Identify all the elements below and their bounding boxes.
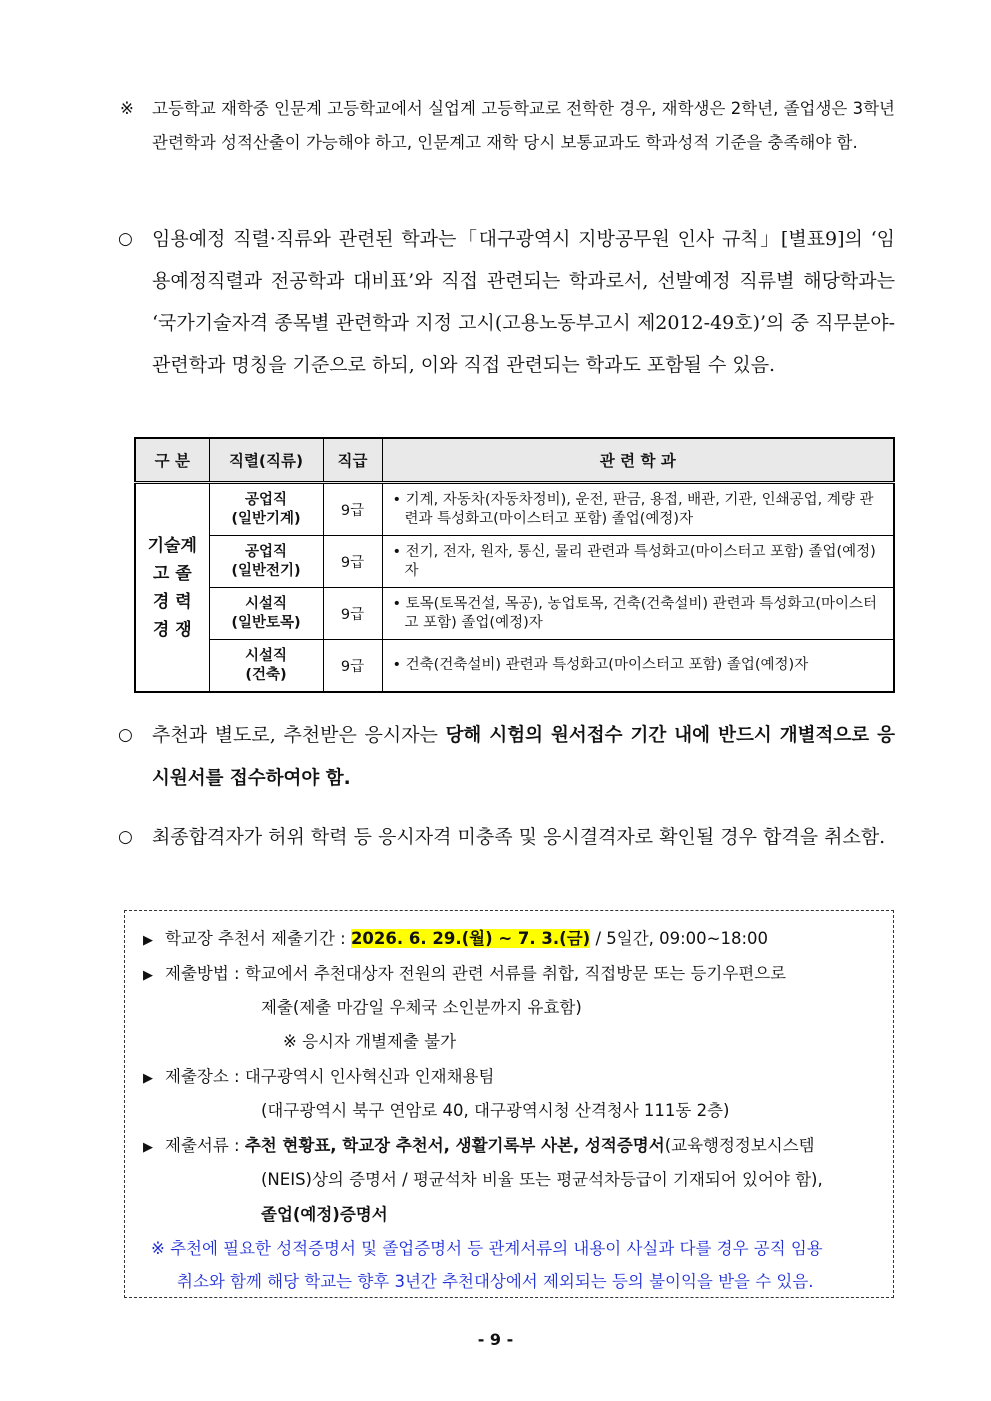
bullet-separate-application <box>118 714 895 800</box>
departments-table <box>134 437 895 693</box>
grade-cell: 9급 <box>323 483 382 536</box>
header-category: 구 분 <box>135 438 209 483</box>
circle-bullet-icon: ○ <box>118 229 133 249</box>
header-related-departments: 관 련 학 과 <box>382 438 894 483</box>
header-job-series: 직렬(직류) <box>209 438 323 483</box>
table-row <box>135 640 894 693</box>
grade-cell: 9급 <box>323 588 382 640</box>
bullet-bold-text: 당해 시험의 원서접수 기간 내에 반드시 개별적으로 응시원서를 접수하여야 함. <box>152 725 896 789</box>
grade-cell: 9급 <box>323 536 382 588</box>
department-cell: • 전기, 전자, 원자, 통신, 물리 관련과 특성화고(마이스터고 포함) 졸업(예정)자 <box>382 536 894 588</box>
submission-documents: ▶ 제출서류 : 추천 현황표, 학교장 추천서, 생활기록부 사본, 성적증명서(교육행정정보시스템 <box>143 1129 885 1165</box>
triangle-bullet-icon: ▶ <box>143 933 153 948</box>
category-cell: 기술계 고 졸 경 력 경 쟁 <box>135 483 209 693</box>
bullet-text: 임용예정 직렬·직류와 관련된 학과는「대구광역시 지방공무원 인사 규칙」[별표9]의 ‘임용예정직렬과 전공학과 대비표’와 직접 관련되는 학과로서, 선발예정 직류별 해당학과는 ‘국가기술자격 종목별 관련학과 지정 고시(고용노동부고시 제2012-49호)’의 중 직무분야-관련학과 명칭을 기준으로 하되, 이와 직접 관련되는 학과도 포함될 수 있음. <box>152 228 895 376</box>
reference-mark: ※ <box>120 99 134 118</box>
department-cell: • 기계, 자동차(자동차정비), 운전, 판금, 용접, 배관, 기관, 인쇄공업, 계량 관련과 특성화고(마이스터고 포함) 졸업(예정)자 <box>382 483 894 536</box>
note-text: 고등학교 재학중 인문계 고등학교에서 실업계 고등학교로 전학한 경우, 재학생은 2학년, 졸업생은 3학년 관련학과 성적산출이 가능해야 하고, 인문계고 재학 당시 보통교과도 학과성적 기준을 충족해야 함. <box>152 99 895 152</box>
header-grade: 직급 <box>323 438 382 483</box>
bullet-text: 추천과 별도로, 추천받은 응시자는 <box>152 724 446 746</box>
table-row <box>135 483 894 536</box>
submission-place: ▶ 제출장소 : 대구광역시 인사혁신과 인재채용팀 <box>143 1060 885 1096</box>
table-row <box>135 536 894 588</box>
individual-submission-note: ※ 응시자 개별제출 불가 <box>283 1032 457 1051</box>
submission-address: (대구광역시 북구 연암로 40, 대구광역시청 산격청사 111동 2층) <box>261 1101 730 1120</box>
job-series-cell: 시설직 (일반토목) <box>209 588 323 640</box>
submission-info-box: ▶ 학교장 추천서 제출기간 : 2026. 6. 29.(월) ~ 7. 3.(금) / 5일간, 09:00~18:00 ▶ 제출방법 : 학교에서 추천대상자 전원의 관련 서류를 취합, 직접방문 또는 등기우편으로 제출(제출 마감일 우체국 소인분까지 유효함) ※ 응시자 개별제출 불가 ▶ 제출장소 : 대구광역시 인사혁신과 인재채용팀 (대구광역시 북구 연암로 40, 대구광역시청 산격청사 111동 2층) ▶ 제출서류 : 추천 현황표, 학교장 추천서, 생활기록부 사본, 성적증명서(교육행정정보시스템 (NEIS)상의 증명서 / 평균석차 비율 또는 평균석차등급이 기재되어 있어야 함), 졸업(예정)증명서 ※ 추천에 필요한 성적증명서 및 졸업증명서 등 관계서류의 내용이 사실과 다를 경우 공직 임용 취소와 함께 해당 학교는 향후 3년간 추천대상에서 제외되는 등의 불이익을 받을 수 있음. <box>124 910 894 1298</box>
job-series-cell: 시설직 (건축) <box>209 640 323 693</box>
circle-bullet-icon: ○ <box>118 827 133 847</box>
bullet-text: 최종합격자가 허위 학력 등 응시자격 미충족 및 응시결격자로 확인될 경우 합격을 취소함. <box>152 826 886 848</box>
triangle-bullet-icon: ▶ <box>143 968 153 983</box>
submission-period: ▶ 학교장 추천서 제출기간 : 2026. 6. 29.(월) ~ 7. 3.(금) / 5일간, 09:00~18:00 <box>143 922 885 958</box>
note-transfer-student <box>120 92 895 160</box>
job-series-cell: 공업직 (일반전기) <box>209 536 323 588</box>
warning-text: 취소와 함께 해당 학교는 향후 3년간 추천대상에서 제외되는 등의 불이익을 받을 수 있음. <box>177 1272 814 1291</box>
department-cell: • 토목(토목건설, 목공), 농업토목, 건축(건축설비) 관련과 특성화고(마이스터고 포함) 졸업(예정)자 <box>382 588 894 640</box>
period-dates: 2026. 6. 29.(월) ~ 7. 3.(금) <box>350 929 591 948</box>
table-row <box>135 588 894 640</box>
department-cell: • 건축(건축설비) 관련과 특성화고(마이스터고 포함) 졸업(예정)자 <box>382 640 894 693</box>
warning-text: ※ 추천에 필요한 성적증명서 및 졸업증명서 등 관계서류의 내용이 사실과 다를 경우 공직 임용 <box>151 1239 823 1258</box>
triangle-bullet-icon: ▶ <box>143 1071 153 1086</box>
bullet-related-departments <box>118 218 895 386</box>
bullet-cancellation <box>118 816 895 858</box>
submission-method: ▶ 제출방법 : 학교에서 추천대상자 전원의 관련 서류를 취합, 직접방문 또는 등기우편으로 <box>143 957 885 993</box>
page-number: - 9 - <box>477 1330 514 1349</box>
table-header-row <box>135 438 894 483</box>
circle-bullet-icon: ○ <box>118 725 133 745</box>
triangle-bullet-icon: ▶ <box>143 1140 153 1155</box>
job-series-cell: 공업직 (일반기계) <box>209 483 323 536</box>
grade-cell: 9급 <box>323 640 382 693</box>
